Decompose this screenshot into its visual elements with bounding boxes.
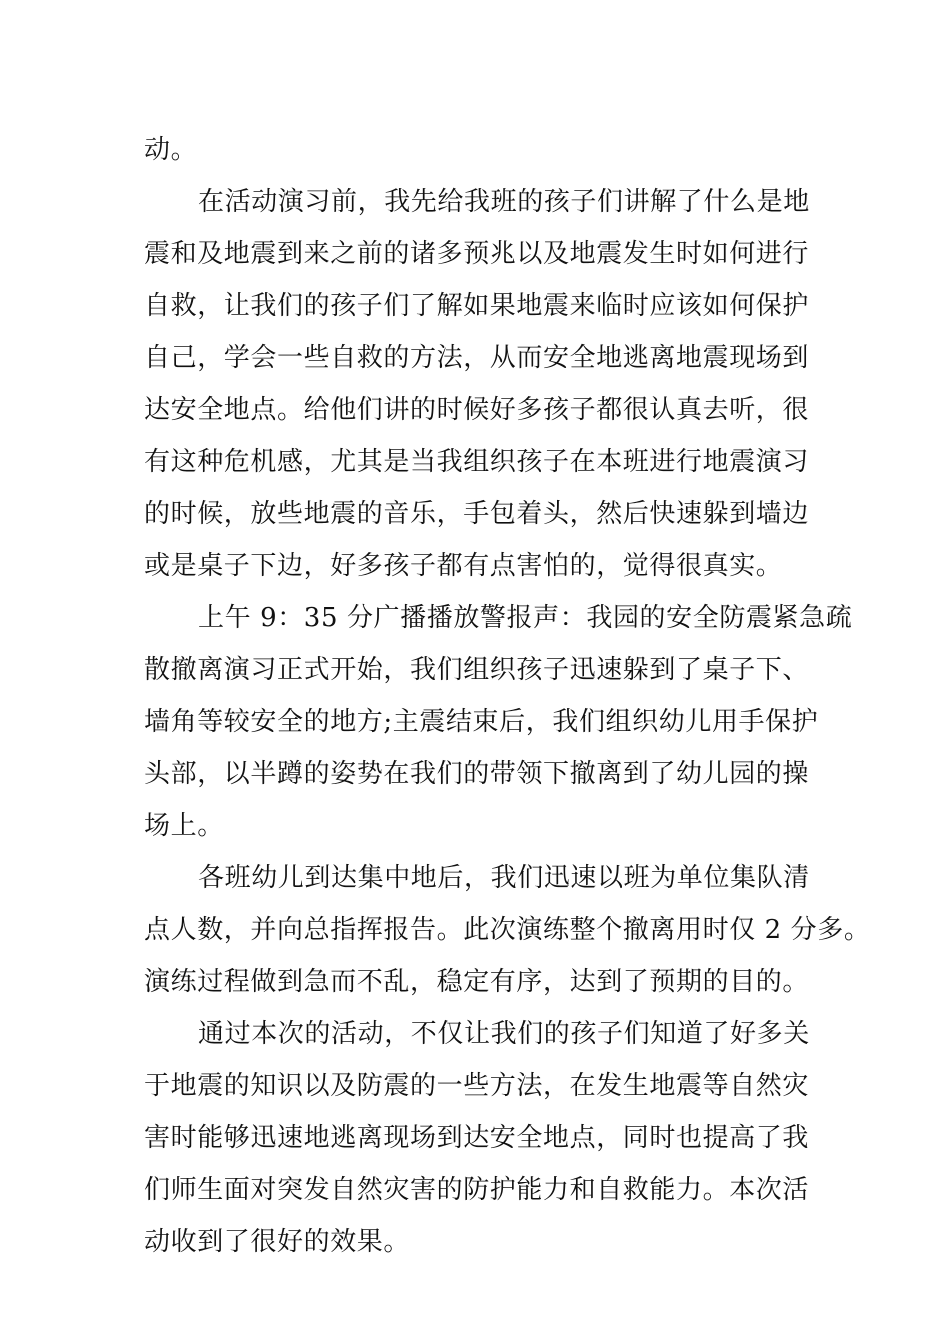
- text-line: 的时候，放些地震的音乐，手包着头，然后快速躲到墙边: [144, 499, 810, 529]
- paragraph-first-line: 在活动演习前，我先给我班的孩子们讲解了什么是地: [198, 187, 810, 217]
- paragraph-first-line: 各班幼儿到达集中地后，我们迅速以班为单位集队清: [198, 863, 810, 893]
- text-line: 演练过程做到急而不乱，稳定有序，达到了预期的目的。: [144, 967, 810, 997]
- text-line: 害时能够迅速地逃离现场到达安全地点，同时也提高了我: [144, 1123, 810, 1153]
- text-line: 达安全地点。给他们讲的时候好多孩子都很认真去听，很: [144, 395, 810, 425]
- text-line: 点人数，并向总指挥报告。此次演练整个撤离用时仅 2 分多。: [144, 915, 871, 945]
- text-line: 或是桌子下边，好多孩子都有点害怕的，觉得很真实。: [144, 551, 783, 581]
- text-line: 场上。: [144, 811, 224, 841]
- text-line: 动。: [144, 135, 198, 165]
- text-line: 头部，以半蹲的姿势在我们的带领下撤离到了幼儿园的操: [144, 759, 810, 789]
- text-line: 于地震的知识以及防震的一些方法，在发生地震等自然灾: [144, 1071, 810, 1101]
- text-line: 动收到了很好的效果。: [144, 1227, 411, 1257]
- document-body: [144, 128, 871, 1272]
- paragraph-first-line: 上午 9：35 分广播播放警报声：我园的安全防震紧急疏: [198, 603, 853, 633]
- text-line: 散撤离演习正式开始，我们组织孩子迅速躲到了桌子下、: [144, 655, 810, 685]
- text-line: 们师生面对突发自然灾害的防护能力和自救能力。本次活: [144, 1175, 810, 1205]
- text-line: 震和及地震到来之前的诸多预兆以及地震发生时如何进行: [144, 239, 810, 269]
- text-line: 自己，学会一些自救的方法，从而安全地逃离地震现场到: [144, 343, 810, 373]
- text-line: 墙角等较安全的地方;主震结束后，我们组织幼儿用手保护: [144, 707, 819, 737]
- text-line: 自救，让我们的孩子们了解如果地震来临时应该如何保护: [144, 291, 810, 321]
- text-line: 有这种危机感，尤其是当我组织孩子在本班进行地震演习: [144, 447, 810, 477]
- paragraph-first-line: 通过本次的活动，不仅让我们的孩子们知道了好多关: [198, 1019, 810, 1049]
